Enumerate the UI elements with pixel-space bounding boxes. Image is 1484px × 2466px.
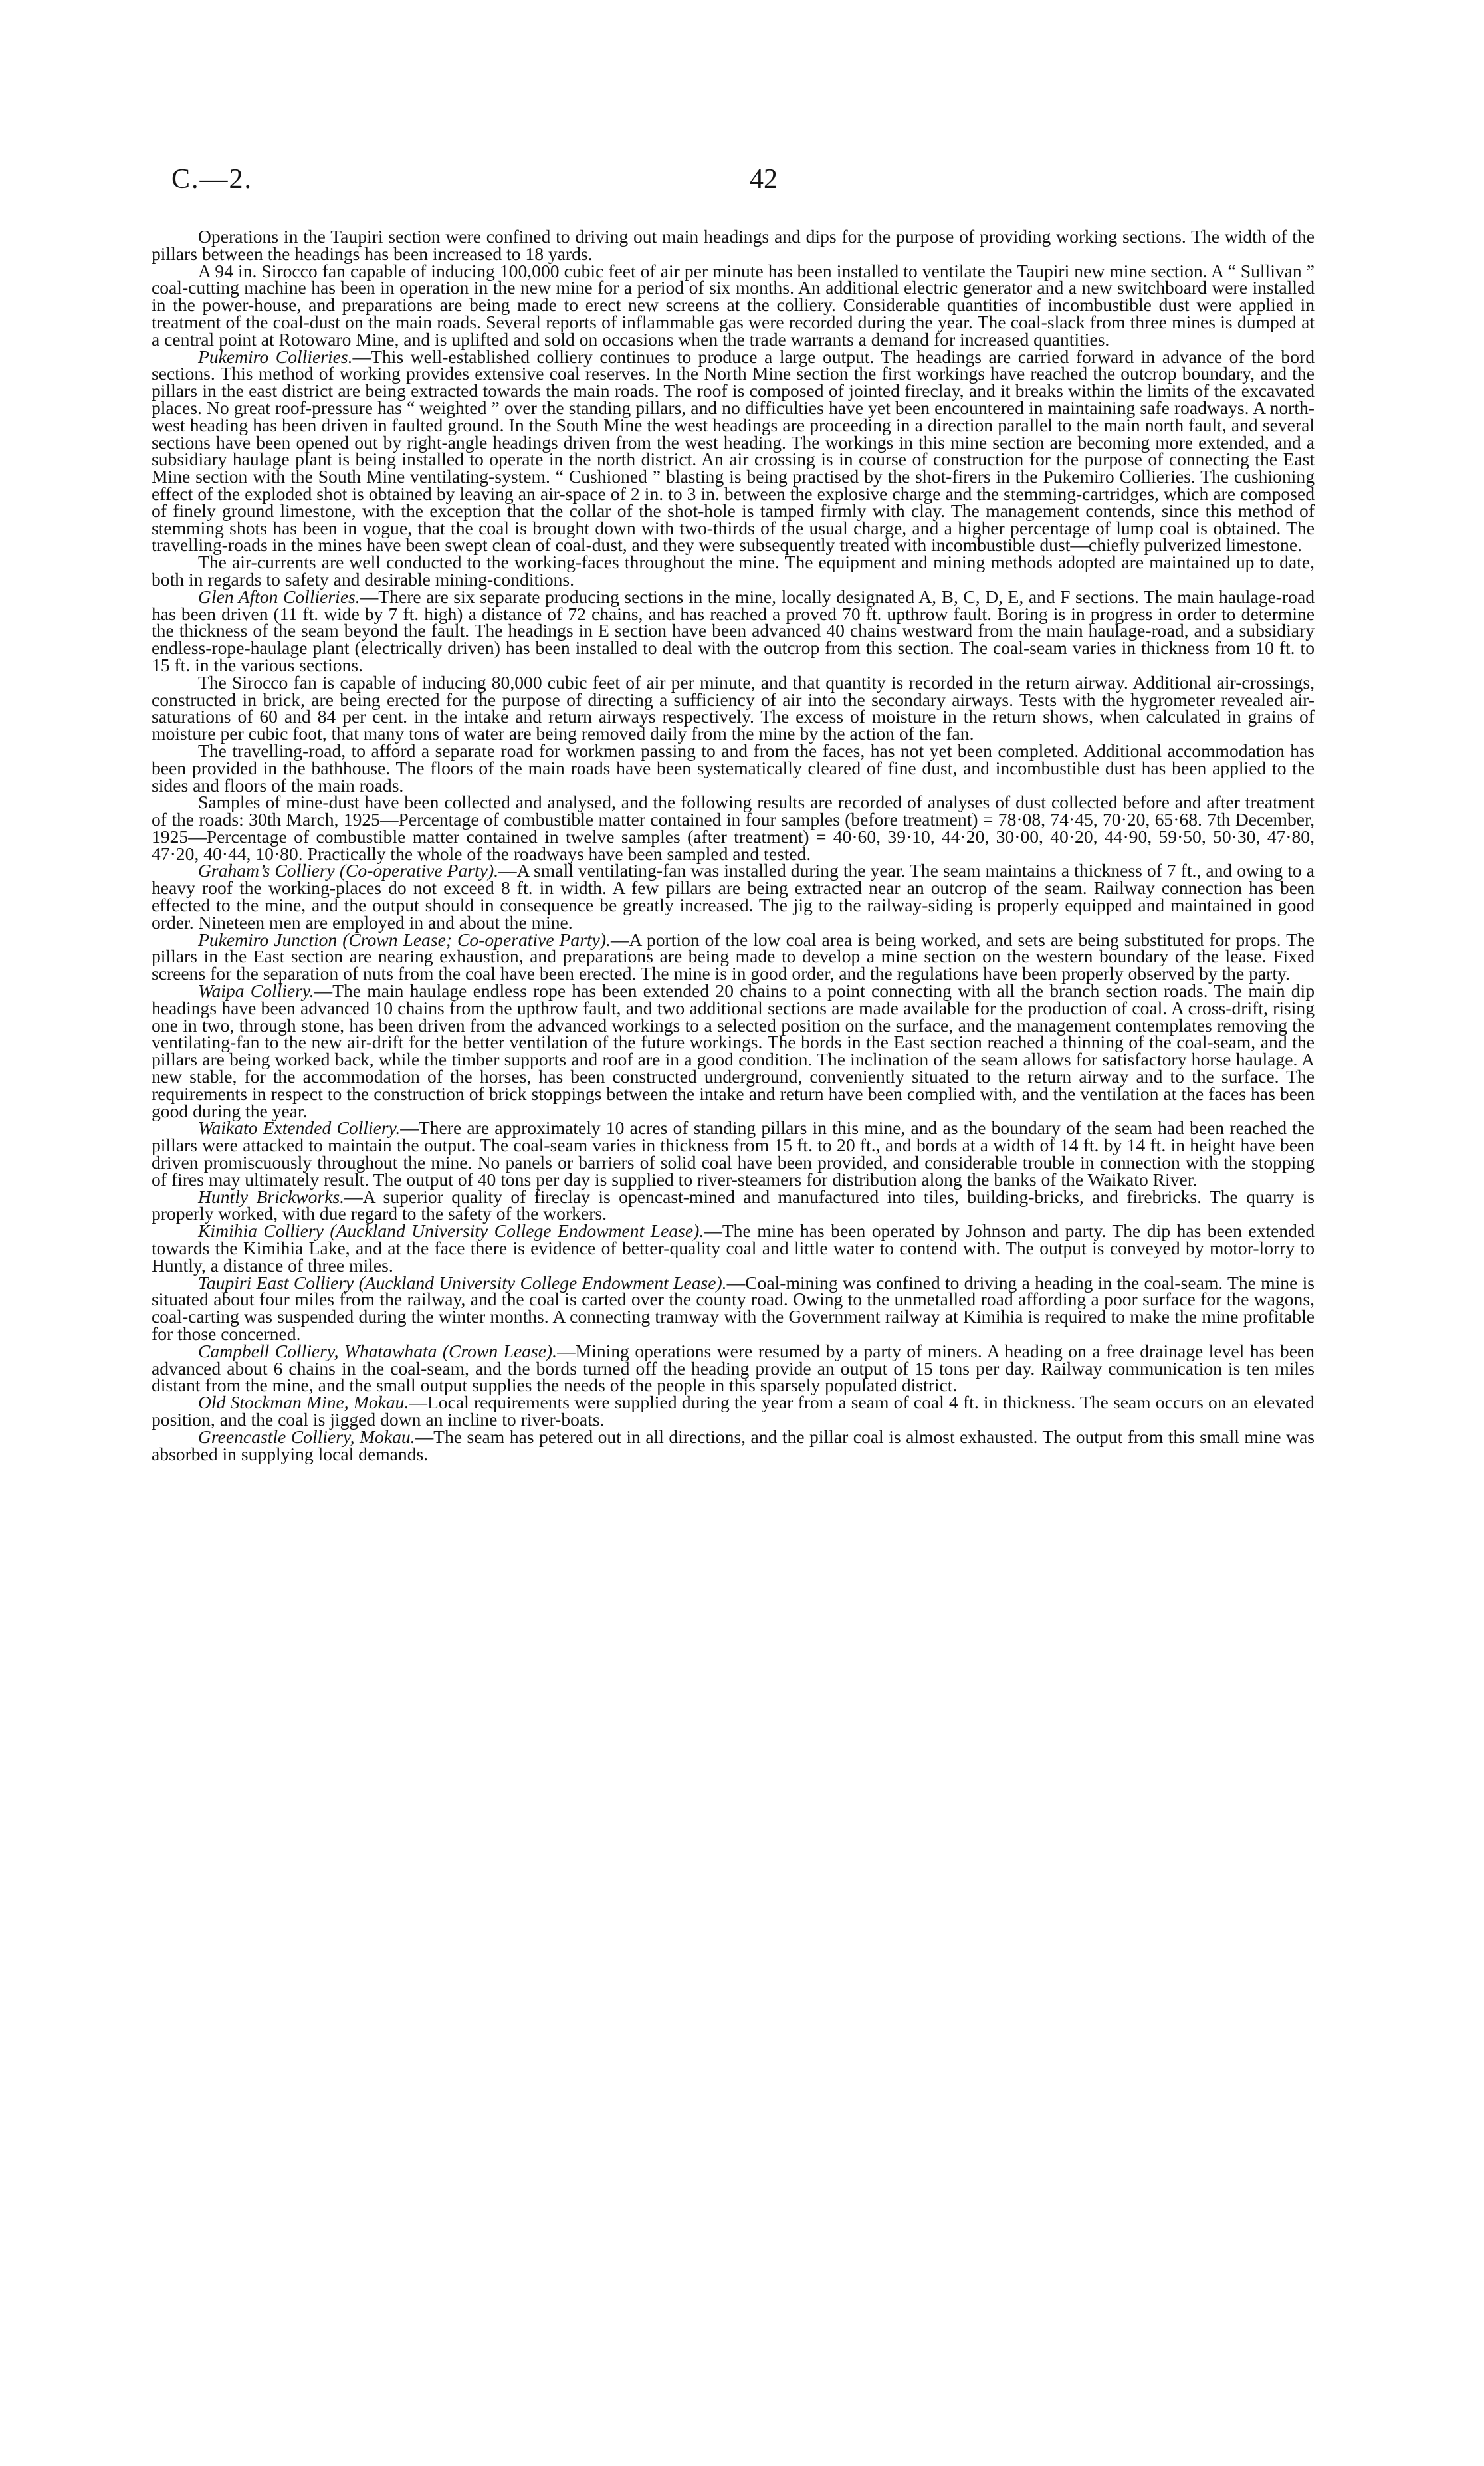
paragraph-text: —A small ventilating-fan was installed during the year. The seam maintains a thickness of 7 ft., and owing to a heavy roof the working-places do not exceed 8 ft. in width. A few pillars are being extracted near an outcrop of the seam. Railway connection has been effected to the mine, and the output should in consequence be greatly increased. The jig to the railway-siding is properly equipped and maintained in good order. Nineteen men are employed in and about the mine. [152,860,1315,933]
paragraph-text: —There are approximately 10 acres of standing pillars in this mine, and as the boundary of the seam had been reached the pillars were attacked to maintain the output. The coal-seam varies in thickness from 15 ft. to 20 ft., and bords at a width of 14 ft. by 14 ft. in height have been driven promiscuously throughout the mine. No panels or barriers of solid coal have been provided, and considerable trouble in connection with the stopping of fires may ultimately result. The output of 40 tons per day is supplied to river-steamers for distribution along the banks of the Waikato River. [152,1117,1315,1190]
paragraph [152,1340,1315,1396]
paragraph [152,794,1315,862]
paragraph [152,260,1315,350]
page-number: 42 [750,164,778,195]
paragraph-text: —A portion of the low coal area is being worked, and sets are being substituted for props. The pillars in the East section are nearing exhaustion, and preparations are being made to develop a mine section on the western boundary of the lease. Fixed screens for the separation of nuts from the coal have been erected. The mine is in good order, and the regulations have been properly observed by the party. [152,929,1315,984]
paragraph-text: Samples of mine-dust have been collected and analysed, and the following results are recorded of analyses of dust collected before and after treatment of the roads: 30th March, 1925—Percentage of combustible matter contained in four samples (before treatment) = 78·08, 74·45, 70·20, 65·68. 7th December, 1925—Percentage of combustible matter contained in twelve samples (after treatment) = 40·60, 39·10, 44·20, 30·00, 40·20, 44·90, 59·50, 50·30, 47·80, 47·20, 40·44, 10·80. Practically the whole of the roadways have been sampled and tested. [152,792,1315,864]
colliery-heading: Campbell Colliery, Whatawhata (Crown Lease). [198,1340,558,1361]
paragraph [152,931,1315,982]
paragraph-text: —Mining operations were resumed by a party of miners. A heading on a free drainage level has been advanced about 6 chains in the coal-seam, and the bords turned off the heading provide an output of 15 tons per day. Railway communication is ten miles distant from the mine, and the small output supplies the needs of the people in this sparsely populated district. [152,1340,1315,1396]
paragraph [152,982,1315,1119]
paragraph-text: The air-currents are well conducted to the working-faces throughout the mine. The equipment and mining methods adopted are maintained up to date, both in regards to safety and desirable mining-conditions. [152,552,1315,590]
paragraph-text: —Coal-mining was confined to driving a heading in the coal-seam. The mine is situated about four miles from the railway, and the coal is carted over the county road. Owing to the unmetalled road affording a poor surface for the wagons, coal-carting was suspended during the winter months. A connecting tramway with the Government railway at Kimihia is required to make the mine profitable for those concerned. [152,1272,1315,1344]
colliery-heading: Glen Afton Collieries. [198,586,360,607]
paragraph [152,554,1315,588]
paragraph [152,671,1315,744]
paragraph [152,1188,1315,1223]
paragraph-text: —Local requirements were supplied during the year from a seam of coal 4 ft. in thickness. The seam occurs on an elevated position, and the coal is jigged down an incline to river-boats. [152,1392,1315,1430]
paragraph [152,1222,1315,1274]
paragraph-text: —There are six separate producing sections in the mine, locally designated A, B, C, D, E, and F sections. The main haulage-road has been driven (11 ft. wide by 7 ft. high) a distance of 72 chains, and has reached a proved 70 ft. upthrow fault. Boring is in progress in order to determine the thickness of the seam beyond the fault. The headings in E section have been advanced 40 chains westward from the main haulage-road, and a subsidiary endless-rope-haulage plant (electrically driven) has been installed to deal with the outcrop from this section. The coal-seam varies in thickness from 10 ft. to 15 ft. in the various sections. [152,586,1315,675]
page-header [171,164,1313,203]
colliery-heading: Waikato Extended Colliery. [198,1117,401,1139]
paragraph-text: —The mine has been operated by Johnson and party. The dip has been extended towards the Kimihia Lake, and at the face there is evidence of better-quality coal and little water to contend with. The output is conveyed by motor-lorry to Huntly, a distance of three miles. [152,1220,1315,1276]
colliery-heading: Huntly Brickworks. [198,1186,345,1207]
paragraph-text: The Sirocco fan is capable of inducing 80,000 cubic feet of air per minute, and that quantity is recorded in the return airway. Additional air-crossings, constructed in brick, are being erected for the purpose of directing a sufficiency of air into the secondary airways. Tests with the hygrometer revealed air-saturations of 60 and 84 per cent. in the intake and return airways respectively. The excess of moisture in the return shows, when calculated in grains of moisture per cubic foot, that many tons of water are being removed daily from the mine by the action of the fan. [152,671,1315,744]
colliery-heading: Pukemiro Collieries. [198,346,353,367]
paragraph [152,862,1315,931]
paragraph-text: Operations in the Taupiri section were confined to driving out main headings and dips for the purpose of providing working sections. The width of the pillars between the headings has been increased to 18 yards. [152,226,1315,264]
report-body [152,228,1315,1462]
paragraph-text: The travelling-road, to afford a separate road for workmen passing to and from the faces, has not yet been completed. Additional accommodation has been provided in the bathhouse. The floors of the main roads have been systematically cleared of fine dust, and incombustible dust has been applied to the sides and floors of the main roads. [152,740,1315,796]
colliery-heading: Taupiri East Colliery (Auckland University College Endowment Lease). [198,1272,727,1293]
colliery-heading: Graham’s Colliery (Co-operative Party). [198,860,499,881]
paragraph [152,348,1315,554]
colliery-heading: Old Stockman Mine, Mokau. [198,1392,409,1413]
paragraph [152,228,1315,263]
paragraph [152,1274,1315,1343]
paragraph-text: —A superior quality of fireclay is opencast-mined and manufactured into tiles, building-bricks, and firebricks. The quarry is properly worked, with due regard to the safety of the workers. [152,1186,1315,1224]
colliery-heading: Greencastle Colliery, Mokau. [198,1426,415,1447]
paragraph [152,742,1315,794]
paragraph [152,1394,1315,1428]
colliery-heading: Kimihia Colliery (Auckland University College Endowment Lease). [198,1220,704,1242]
paragraph-text: —This well-established colliery continues to produce a large output. The headings are carried forward in advance of the bord sections. This method of working provides extensive coal reserves. In the North Mine section the first workings have reached the outcrop boundary, and the pillars in the east district are being extracted towards the main roads. The roof is composed of jointed fireclay, and it breaks within the limits of the excavated places. No great roof-pressure has “ weighted ” over the standing pillars, and no difficulties have yet been encountered in maintaining safe roadways. A north-west heading has been driven in faulted ground. In the South Mine the west headings are proceeding in a direction parallel to the main north fault, and several sections have been opened out by right-angle headings driven from the west heading. The workings in this mine section are becoming more extended, and a subsidiary haulage plant is being installed to operate in the north district. An air crossing is in course of construction for the purpose of connecting the East Mine section with the South Mine ventilating-system. “ Cushioned ” blasting is being practised by the shot-firers in the Pukemiro Collieries. The cushioning effect of the exploded shot is obtained by leaving an air-space of 2 in. to 3 in. between the explosive charge and the stemming-cartridges, which are composed of finely ground limestone, with the exception that the collar of the shot-hole is tamped firmly with clay. The management contends, since this method of stemming shots has been in vogue, that the coal is brought down with two-thirds of the usual charge, and a higher percentage of lump coal is obtained. The travelling-roads in the mines have been swept clean of coal-dust, and they were subsequently treated with incombustible dust—chiefly pulverized limestone. [152,346,1315,556]
paragraph [152,1428,1315,1463]
paragraph-text: —The main haulage endless rope has been extended 20 chains to a point connecting with all the branch section roads. The main dip headings have been advanced 10 chains from the upthrow fault, and two additional sections are made available for the production of coal. A cross-drift, rising one in two, through stone, has been driven from the advanced workings to a selected position on the surface, and the management contemplates removing the ventilating-fan to the new air-drift for the better ventilation of the future workings. The bords in the East section reached a thinning of the coal-seam, and the pillars are being worked back, while the timber supports and roof are in a good condition. The inclination of the seam allows for satisfactory horse haulage. A new stable, for the accommodation of the horses, has been constructed underground, conveniently situated to the return airway and to the surface. The requirements in respect to the construction of brick stoppings between the intake and return have been complied with, and the ventilation at the faces has been good during the year. [152,980,1315,1121]
paragraph-text: A 94 in. Sirocco fan capable of inducing 100,000 cubic feet of air per minute has been installed to ventilate the Taupiri new mine section. A “ Sullivan ” coal-cutting machine has been in operation in the new mine for a period of six months. An additional electric generator and a new switchboard were installed in the power-house, and preparations are being made to erect new screens at the colliery. Considerable quantities of incombustible dust were applied in treatment of the coal-dust on the main roads. Several reports of inflammable gas were recorded during the year. The coal-slack from three mines is dumped at a central point at Rotowaro Mine, and is uplifted and sold on occasions when the trade warrants a demand for increased quantities. [152,260,1315,350]
paragraph [152,1119,1315,1188]
colliery-heading: Waipa Colliery. [198,980,314,1002]
paragraph [152,588,1315,674]
colliery-heading: Pukemiro Junction (Crown Lease; Co-operative Party). [198,929,611,950]
document-reference: C.—2. [171,164,253,195]
paragraph-text: —The seam has petered out in all directions, and the pillar coal is almost exhausted. The output from this small mine was absorbed in supplying local demands. [152,1426,1315,1464]
